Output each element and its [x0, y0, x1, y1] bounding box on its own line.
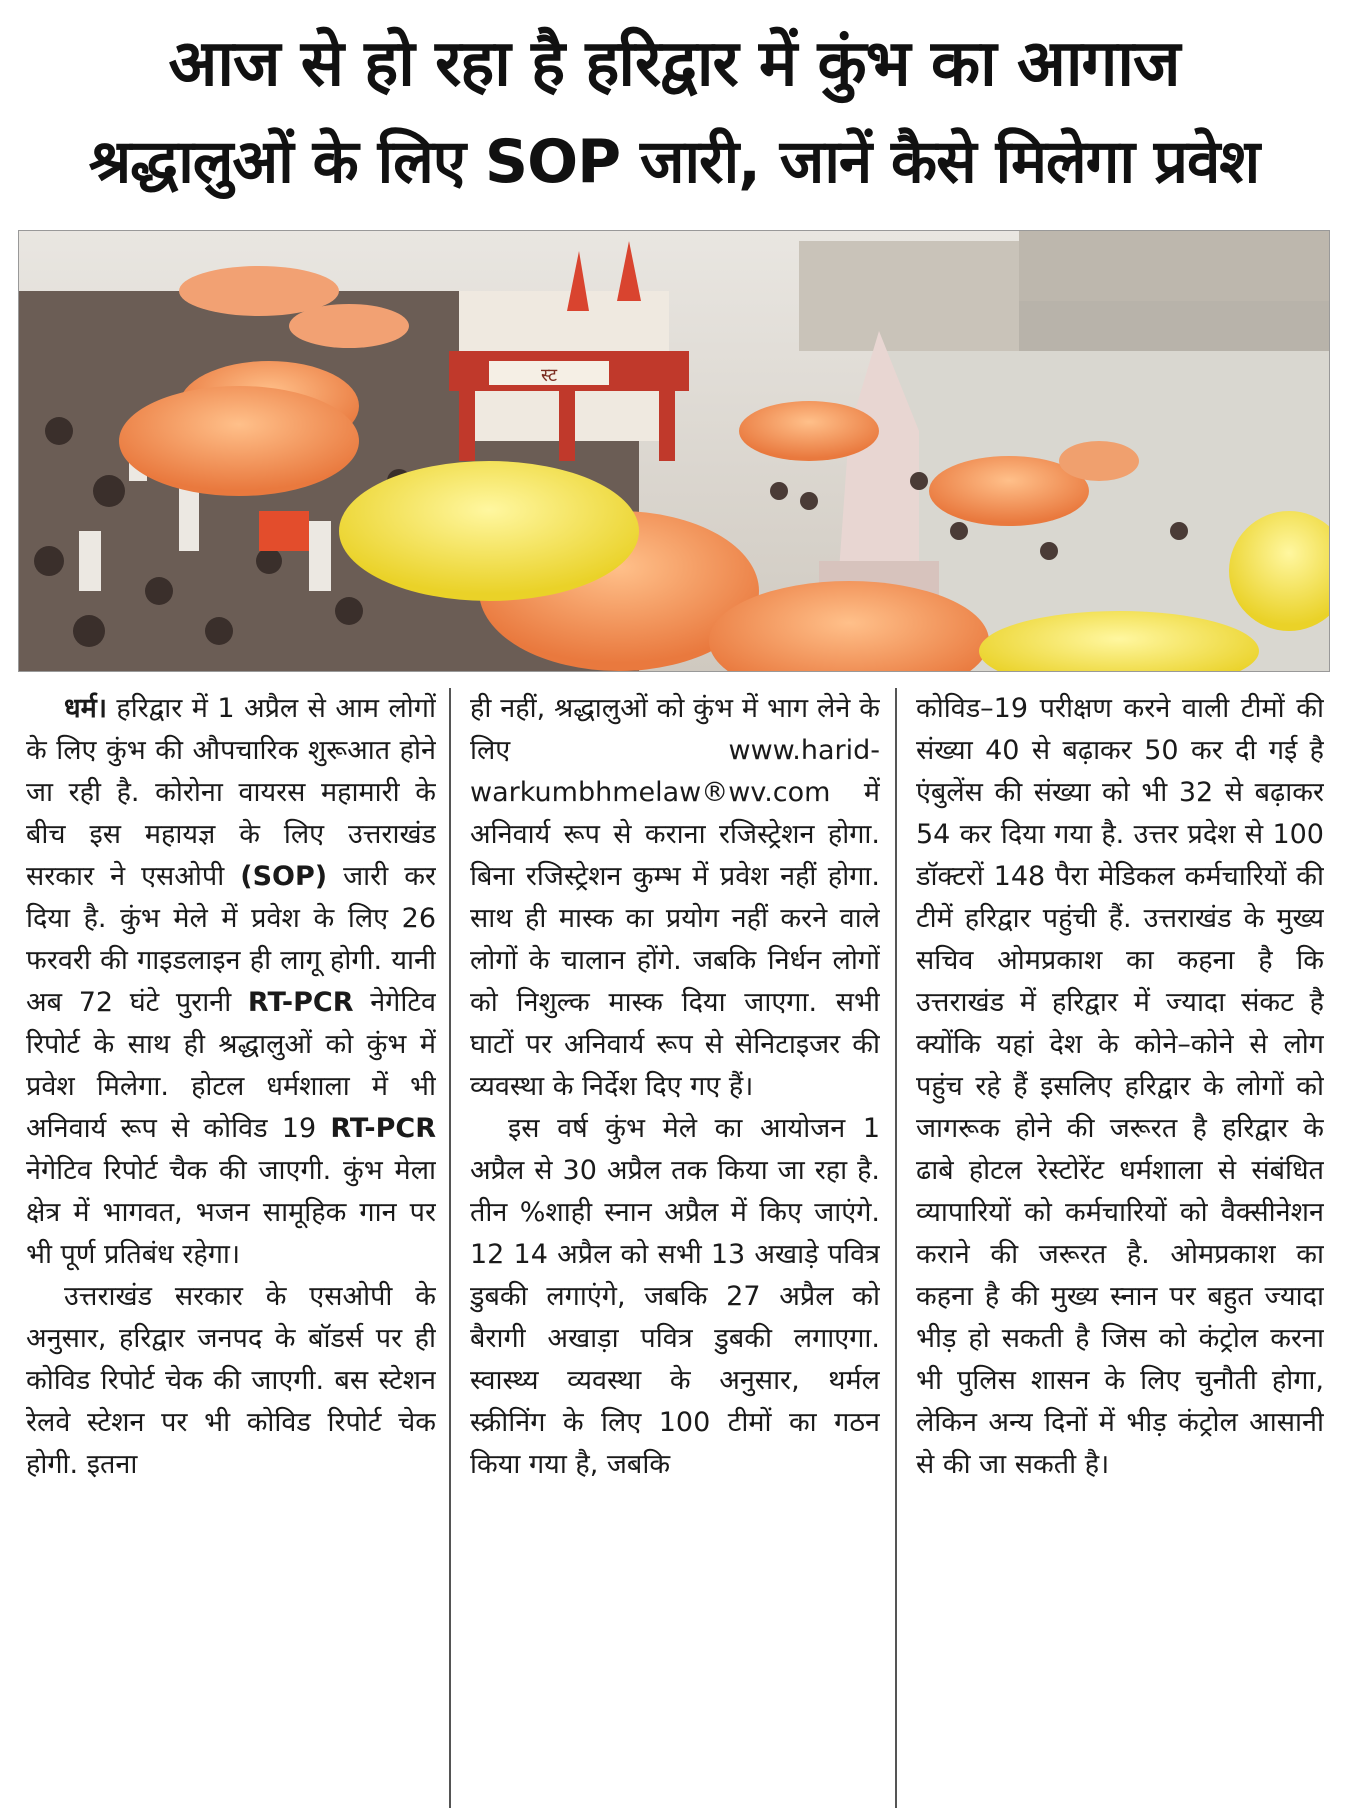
rtpcr-bold: RT-PCR — [330, 1113, 436, 1144]
article-paragraph: उत्तराखंड सरकार के एसओपी के अनुसार, हरिद्वार जनपद के बॉडर्स पर ही कोविड रिपोर्ट चेक की जाएगी. बस स्टेशन रेलवे स्टेशन पर भी कोविड रिपोर्ट चेक होगी. इतना — [26, 1281, 436, 1480]
article-text: हरिद्वार में 1 अप्रैल से आम लोगों के लिए कुंभ की औपचारिक शुरूआत होने जा रही है. कोरोना वायरस महामारी के बीच इस महायज्ञ के लिए उत्तराखंड सरकार ने एसओपी — [26, 693, 436, 892]
rtpcr-bold: RT-PCR — [247, 987, 354, 1018]
sop-bold: (SOP) — [240, 861, 328, 892]
column-rule-2 — [895, 688, 897, 1808]
headline-line-2: श्रद्धालुओं के लिए SOP जारी, जानें कैसे मिलेगा प्रवेश — [88, 127, 1260, 197]
article-column-2 — [470, 688, 880, 1808]
article-text: नेगेटिव रिपोर्ट के साथ ही श्रद्धालुओं को कुंभ में प्रवेश मिलेगा. होटल धर्मशाला में भी अनिवार्य रूप से कोविड 19 — [26, 987, 436, 1144]
column-rule-1 — [449, 688, 451, 1808]
article-paragraph: कोविड–19 परीक्षण करने वाली टीमों की संख्या 40 से बढ़ाकर 50 कर दी गई है एंबुलेंस की संख्या को भी 32 से बढ़ाकर 54 कर दिया गया है. उत्तर प्रदेश से 100 डॉक्टरों 148 पैरा मेडिकल कर्मचारियों की टीमें हरिद्वार पहुंची हैं. उत्तराखंड के मुख्य सचिव ओमप्रकाश का कहना है कि उत्तराखंड में हरिद्वार में ज्यादा संकट है क्योंकि यहां देश के कोने–कोने से लोग पहुंच रहे हैं इसलिए हरिद्वार के लोगों को जागरूक होने की जरूरत है हरिद्वार के ढाबे होटल रेस्टोरेंट धर्मशाला से संबंधित व्यापारियों को कर्मचारियों को वैक्सीनेशन कराने की जरूरत है. ओमप्रकाश का कहना है की मुख्य स्नान पर बहुत ज्यादा भीड़ हो सकती है जिस को कंट्रोल करना भी पुलिस शासन के लिए चुनौती होगा, लेकिन अन्य दिनों में भीड़ कंट्रोल आसानी से की जा सकती है। — [916, 693, 1324, 1480]
dateline: धर्म। — [64, 693, 107, 724]
umbrella-orange-2 — [119, 386, 359, 496]
article-paragraph — [26, 688, 436, 1276]
photo-illustration — [19, 231, 1329, 671]
temple-sign-text: स्ट — [540, 365, 558, 386]
article-column-3 — [916, 688, 1324, 1808]
article-text: नेगेटिव रिपोर्ट चैक की जाएगी. कुंभ मेला क्षेत्र में भागवत, भजन सामूहिक गान पर भी पूर्ण प्रतिबंध रहेगा। — [26, 1155, 436, 1270]
kumbh-crowd-photo — [18, 230, 1330, 672]
article-column-1 — [26, 688, 436, 1808]
article-paragraph: ही नहीं, श्रद्धालुओं को कुंभ में भाग लेने के लिए www.harid-warkumbhmelaw®wv.com में अनिवार्य रूप से कराना रजिस्ट्रेशन होगा. बिना रजिस्ट्रेशन कुम्भ में प्रवेश नहीं होगा. साथ ही मास्क का प्रयोग नहीं करने वाले लोगों के चालान होंगे. जबकि निर्धन लोगों को निशुल्क मास्क दिया जाएगा. सभी घाटों पर अनिवार्य रूप से सेनिटाइजर की व्यवस्था के निर्देश दिए गए हैं। — [470, 693, 880, 1102]
article-text: जारी कर दिया है. कुंभ मेले में प्रवेश के लिए 26 फरवरी की गाइडलाइन ही लागू होगी. यानी अब 72 घंटे पुरानी — [26, 861, 436, 1018]
article-paragraph: इस वर्ष कुंभ मेले का आयोजन 1 अप्रैल से 30 अप्रैल तक किया जा रहा है. तीन %शाही स्नान अप्रैल में किए जाएंगे. 12 14 अप्रैल को सभी 13 अखाड़े पवित्र डुबकी लगाएंगे, जबकि 27 अप्रैल को बैरागी अखाड़ा पवित्र डुबकी लगाएगा. स्वास्थ्य व्यवस्था के अनुसार, थर्मल स्क्रीनिंग के लिए 100 टीमों का गठन किया गया है, जबकि — [470, 1113, 880, 1480]
headline-line-1: आज से हो रहा है हरिद्वार में कुंभ का आगाज — [168, 27, 1180, 101]
umbrella-yellow-1 — [339, 461, 639, 601]
